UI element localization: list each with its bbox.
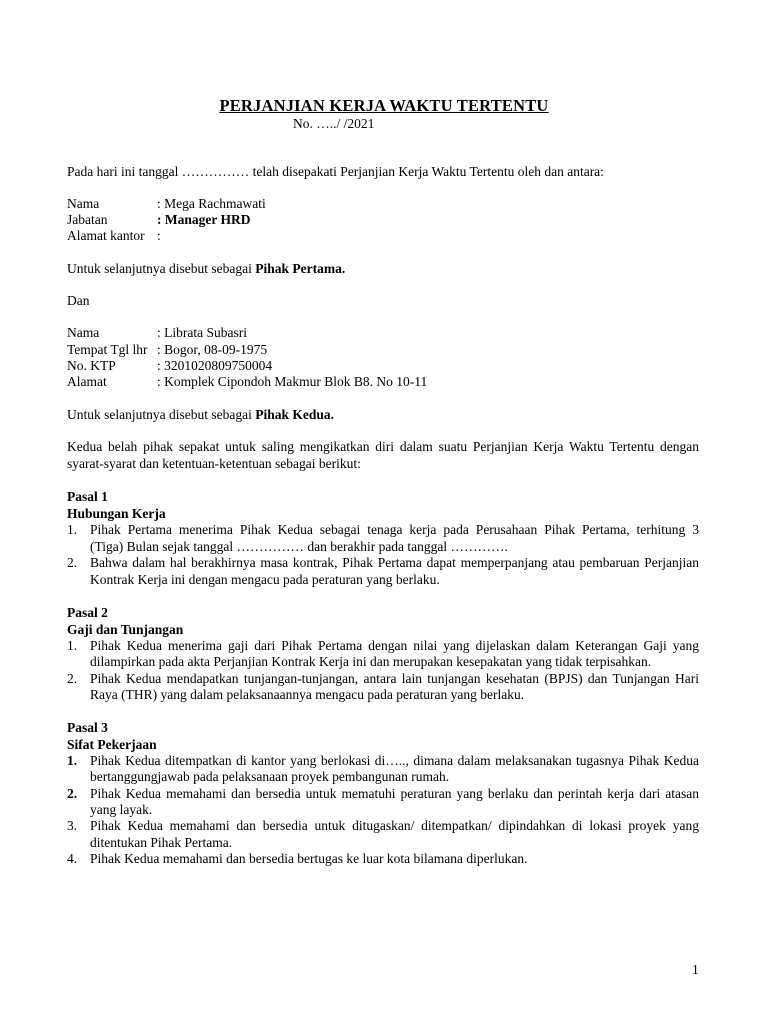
pasal-2-item-2-line-2: Raya (THR) yang dalam pelaksanaannya mengacu pada peraturan yang berlaku. [90,687,525,702]
second-party-address-label: Alamat [67,374,107,389]
pasal-2-item-1-line-1: Pihak Kedua menerima gaji dari Pihak Pertama dengan nilai yang dijelaskan dalam Keterangan Gaji yang [90,638,699,653]
pasal-3-item-1-line-1: Pihak Kedua ditempatkan di kantor yang berlokasi di….., dimana dalam melaksanakan tugasnya Pihak Kedua [90,753,699,768]
pasal-3-item-4-number: 4. [67,851,78,866]
pasal-2-item-1-line-2: dilampirkan pada akta Perjanjian Kontrak Kerja ini dan merupakan kesepakatan yang tidak terpisahkan. [90,654,652,669]
first-party-name-label: Nama [67,196,100,211]
first-party-closing-text: Untuk selanjutnya disebut sebagai [67,261,256,276]
pasal-3-heading: Pasal 3 [67,720,108,735]
first-party-office-label: Alamat kantor [67,228,145,243]
first-party-office-value: : [157,228,161,243]
pasal-3-item-1-number: 1. [67,753,78,768]
second-party-birth-label: Tempat Tgl lhr [67,342,148,357]
pasal-1-item-1-line-1: Pihak Pertama menerima Pihak Kedua sebagai tenaga kerja pada Perusahaan Pihak Pertama, terhitung 3 [90,522,699,537]
second-party-closing [67,407,334,423]
pasal-3-subheading: Sifat Pekerjaan [67,737,157,752]
document-title: PERJANJIAN KERJA WAKTU TERTENTU [219,96,549,115]
second-party-address-value: : Komplek Cipondoh Makmur Blok B8. No 10-11 [157,374,428,389]
first-party-position-label: Jabatan [67,212,108,227]
pasal-3-item-1-line-2: bertanggungjawab pada pelaksanaan proyek pembangunan rumah. [90,769,450,784]
pasal-1-subheading: Hubungan Kerja [67,506,166,521]
first-party-closing-bold: Pihak Pertama. [255,261,346,276]
and-text: Dan [67,293,90,308]
pasal-3-item-2-number: 2. [67,786,78,801]
pasal-1-item-2-line-1: Bahwa dalam hal berakhirnya masa kontrak, Pihak Pertama dapat memperpanjang atau pembaruan Perjanjian [90,555,699,570]
pasal-2-subheading: Gaji dan Tunjangan [67,622,184,637]
document-number: No. …../ /2021 [293,116,375,131]
first-party-position-value: : Manager HRD [157,212,251,227]
pasal-3-item-3-line-2: ditentukan Pihak Pertama. [90,835,233,850]
pasal-2-item-2-line-1: Pihak Kedua mendapatkan tunjangan-tunjangan, antara lain tunjangan kesehatan (BPJS) dan Tunjangan Hari [90,671,699,686]
second-party-closing-bold: Pihak Kedua. [255,407,334,422]
pasal-2-item-1-number: 1. [67,638,78,653]
pasal-3-item-2-line-2: yang layak. [90,802,153,817]
second-party-closing-text: Untuk selanjutnya disebut sebagai [67,407,256,422]
pasal-3-item-2-line-1: Pihak Kedua memahami dan bersedia untuk mematuhi peraturan yang berlaku dan perintah kerja dari atasan [90,786,699,801]
pasal-1-heading: Pasal 1 [67,489,108,504]
page-number: 1 [692,962,699,977]
pasal-1-item-2-line-2: Kontrak Kerja ini dengan mengacu pada peraturan yang berlaku. [90,572,440,587]
pasal-3-item-3-number: 3. [67,818,78,833]
pasal-2-heading: Pasal 2 [67,605,108,620]
pasal-1-item-2-number: 2. [67,555,78,570]
first-party-closing [67,261,345,277]
pasal-1-item-1-number: 1. [67,522,78,537]
second-party-name-label: Nama [67,325,100,340]
second-party-ktp-label: No. KTP [67,358,116,373]
first-party-name-value: : Mega Rachmawati [157,196,266,211]
agreement-line-1: Kedua belah pihak sepakat untuk saling mengikatkan diri dalam suatu Perjanjian Kerja Waktu Tertentu dengan [67,439,699,454]
pasal-2-item-2-number: 2. [67,671,78,686]
pasal-3-item-4-line-1: Pihak Kedua memahami dan bersedia bertugas ke luar kota bilamana diperlukan. [90,851,528,866]
pasal-3-item-3-line-1: Pihak Kedua memahami dan bersedia untuk ditugaskan/ ditempatkan/ dipindahkan di lokasi proyek yang [90,818,699,833]
pasal-1-item-1-line-2: (Tiga) Bulan sejak tanggal …………… dan berakhir pada tanggal …………. [90,539,508,554]
opening-paragraph: Pada hari ini tanggal …………… telah disepakati Perjanjian Kerja Waktu Tertentu oleh dan antara: [67,164,604,179]
second-party-name-value: : Librata Subasri [157,325,247,340]
second-party-birth-value: : Bogor, 08-09-1975 [157,342,268,357]
second-party-ktp-value: : 3201020809750004 [157,358,273,373]
agreement-line-2: syarat-syarat dan ketentuan-ketentuan sebagai berikut: [67,456,361,471]
